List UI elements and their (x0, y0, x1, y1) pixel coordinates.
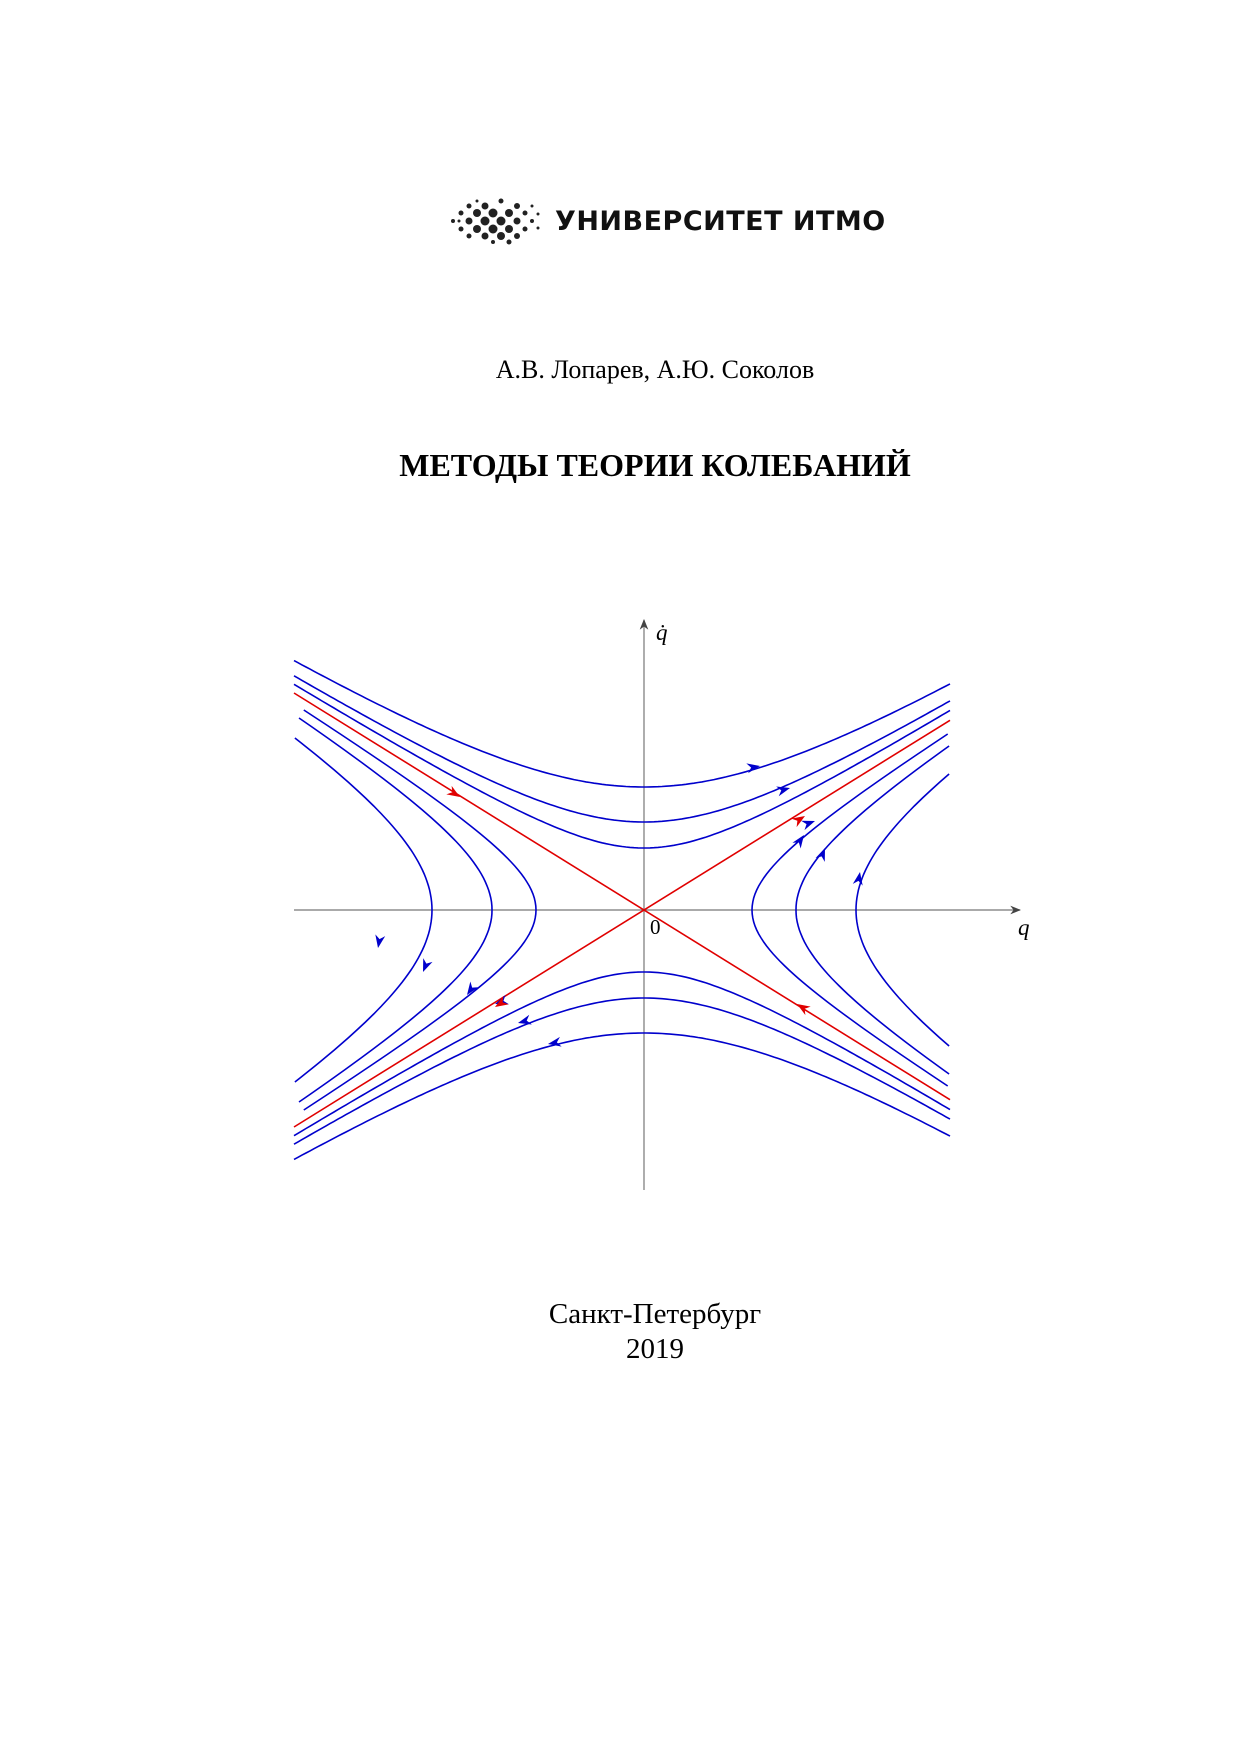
logo-text: УНИВЕРСИТЕТ ИТМО (555, 205, 886, 237)
x-axis-label: q (1018, 915, 1030, 940)
dot-cluster-logo-icon (445, 196, 543, 246)
trajectory-lower (294, 1033, 950, 1159)
authors: А.В. Лопарев, А.Ю. Соколов (495, 355, 815, 384)
publication-year: 2019 (626, 1333, 684, 1365)
trajectory-arrow (815, 846, 829, 862)
book-title: МЕТОДЫ ТЕОРИИ КОЛЕБАНИЙ (399, 447, 911, 483)
trajectory-arrow (373, 934, 385, 949)
trajectory-arrow (418, 958, 432, 974)
trajectory-arrow (794, 1000, 810, 1015)
trajectory-arrow (853, 871, 865, 886)
origin-label: 0 (650, 915, 661, 939)
phase-portrait-figure (280, 610, 1060, 1200)
trajectory-lower (294, 972, 950, 1136)
y-axis-label: q̇ (656, 620, 668, 645)
publication-city: Санкт-Петербург (548, 1298, 762, 1330)
trajectory-upper (294, 661, 950, 787)
university-logo (445, 196, 886, 246)
trajectory-upper (294, 684, 950, 848)
